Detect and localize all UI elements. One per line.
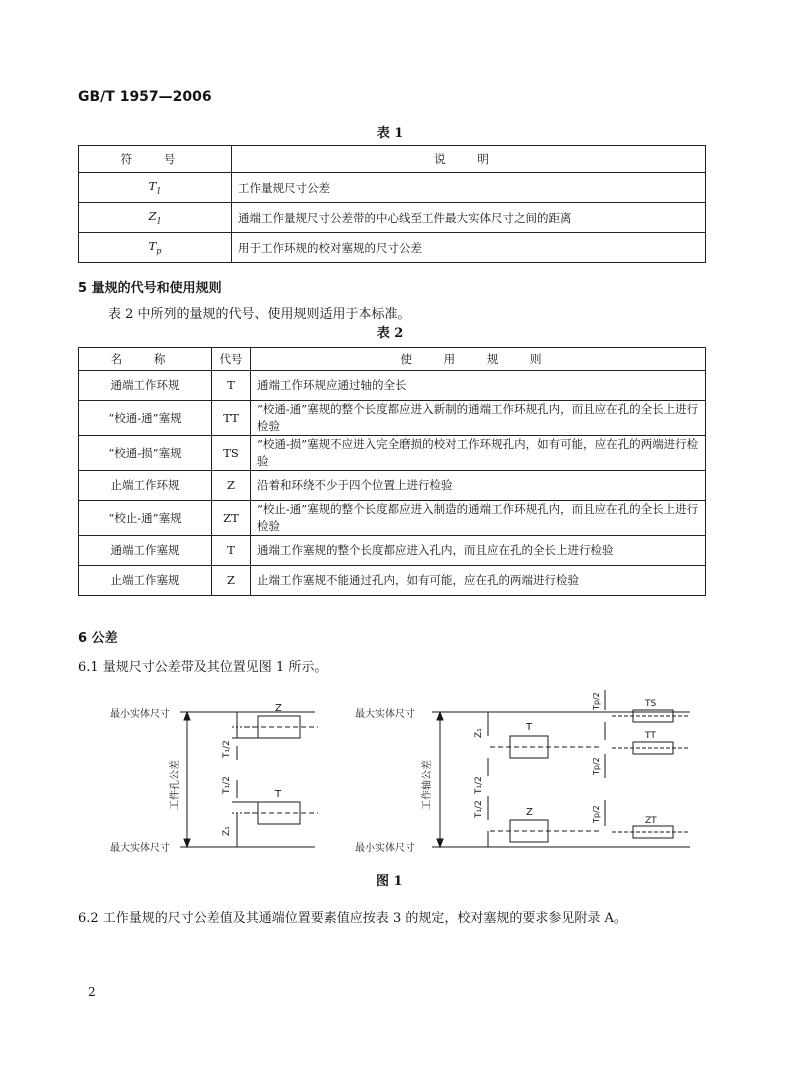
- table1-header-row: [79, 146, 706, 173]
- table-row: [79, 233, 706, 263]
- table1-header-desc: 说 明: [232, 146, 706, 173]
- right-box-t-label: T: [526, 722, 533, 733]
- rule-cell: 沿着和环绕不少于四个位置上进行检验: [251, 471, 706, 501]
- left-axis-label: 工件孔公差: [170, 760, 181, 810]
- rule-cell: 通端工作塞规的整个长度都应进入孔内，而且应在孔的全长上进行检验: [251, 536, 706, 566]
- desc-cell: 通端工作量规尺寸公差带的中心线至工件最大实体尺寸之间的距离: [232, 203, 706, 233]
- table-row: [79, 203, 706, 233]
- table-row: [79, 566, 706, 596]
- figure1: [0, 680, 800, 865]
- symbol-cell: $T_p$: [79, 233, 232, 263]
- right-dim-tphalf-3: Tp/2: [592, 805, 601, 823]
- rule-cell: 通端工作环规应通过轴的全长: [251, 371, 706, 401]
- figure1-left: [180, 712, 318, 847]
- name-cell: “校通-损”塞规: [79, 436, 212, 471]
- table2-header-rule: 使 用 规 则: [251, 348, 706, 371]
- section5-text: 表 2 中所列的量规的代号、使用规则适用于本标准。: [108, 307, 411, 322]
- left-box-t-label: T: [275, 789, 282, 800]
- left-dim-t1half-lower: T₁/2: [222, 776, 232, 794]
- name-cell: “校止-通”塞规: [79, 501, 212, 536]
- rule-cell: “校通-通”塞规的整个长度都应进入新制的通端工作环规孔内，而且应在孔的全长上进行检验: [251, 401, 706, 436]
- table-row: [79, 536, 706, 566]
- page-number: 2: [88, 985, 96, 999]
- name-cell: 通端工作塞规: [79, 536, 212, 566]
- right-dim-tphalf-1: Tp/2: [592, 692, 601, 710]
- left-box-z-label: Z: [275, 703, 282, 714]
- right-box-zt-label: ZT: [645, 816, 657, 826]
- table1: [78, 145, 706, 263]
- table-row: [79, 501, 706, 536]
- table-row: [79, 436, 706, 471]
- right-box-tt-label: TT: [645, 731, 656, 741]
- code-cell: Z: [212, 471, 251, 501]
- right-dim-z1: Z₁: [474, 728, 484, 738]
- right-axis-label: 工作轴公差: [422, 760, 433, 810]
- right-box-z-label: Z: [526, 807, 533, 818]
- desc-cell: 工作量规尺寸公差: [232, 173, 706, 203]
- section5-heading: 5 量规的代号和使用规则: [78, 281, 222, 296]
- symbol-cell: $Z_1$: [79, 203, 232, 233]
- right-dim-tphalf-2: Tp/2: [592, 757, 601, 775]
- code-cell: ZT: [212, 501, 251, 536]
- name-cell: 止端工作塞规: [79, 566, 212, 596]
- left-dim-t1half-upper: T₁/2: [222, 740, 232, 758]
- rule-cell: 止端工作塞规不能通过孔内，如有可能，应在孔的两端进行检验: [251, 566, 706, 596]
- standard-id: GB/T 1957—2006: [78, 89, 212, 105]
- name-cell: “校通-通”塞规: [79, 401, 212, 436]
- paragraph-6-2: 6.2 工作量规的尺寸公差值及其通端位置要素值应按表 3 的规定，校对塞规的要求参见附录 A。: [78, 911, 627, 926]
- table1-title: 表 1: [376, 126, 404, 141]
- table1-header-symbol: 符 号: [79, 146, 232, 173]
- right-top-label: 最大实体尺寸: [355, 709, 415, 720]
- symbol-cell: $T_1$: [79, 173, 232, 203]
- desc-cell: 用于工作环规的校对塞规的尺寸公差: [232, 233, 706, 263]
- table2-title: 表 2: [376, 326, 404, 341]
- code-cell: TS: [212, 436, 251, 471]
- code-cell: T: [212, 371, 251, 401]
- table-row: [79, 173, 706, 203]
- left-bottom-label: 最大实体尺寸: [110, 843, 170, 854]
- right-box-ts-label: TS: [645, 699, 657, 709]
- right-dim-t1half-upper: T₁/2: [474, 776, 484, 794]
- name-cell: 止端工作环规: [79, 471, 212, 501]
- paragraph-6-1: 6.1 量规尺寸公差带及其位置见图 1 所示。: [78, 660, 328, 675]
- left-top-label: 最小实体尺寸: [110, 709, 170, 720]
- table-row: [79, 371, 706, 401]
- table2-header-code: 代号: [212, 348, 251, 371]
- rule-cell: “校通-损”塞规不应进入完全磨损的校对工作环规孔内，如有可能，应在孔的两端进行检验: [251, 436, 706, 471]
- table2-header-name: 名 称: [79, 348, 212, 371]
- code-cell: T: [212, 536, 251, 566]
- code-cell: Z: [212, 566, 251, 596]
- left-dim-z1: Z₁: [222, 826, 232, 836]
- section6-heading: 6 公差: [78, 631, 118, 646]
- table-row: [79, 401, 706, 436]
- right-bottom-label: 最小实体尺寸: [355, 843, 415, 854]
- name-cell: 通端工作环规: [79, 371, 212, 401]
- table2-header-row: [79, 348, 706, 371]
- table-row: [79, 471, 706, 501]
- right-dim-t1half-lower: T₁/2: [474, 800, 484, 818]
- figure1-caption: 图 1: [376, 874, 403, 889]
- rule-cell: “校止-通”塞规的整个长度都应进入制造的通端工作环规孔内，而且应在孔的全长上进行检验: [251, 501, 706, 536]
- code-cell: TT: [212, 401, 251, 436]
- table2: [78, 347, 706, 596]
